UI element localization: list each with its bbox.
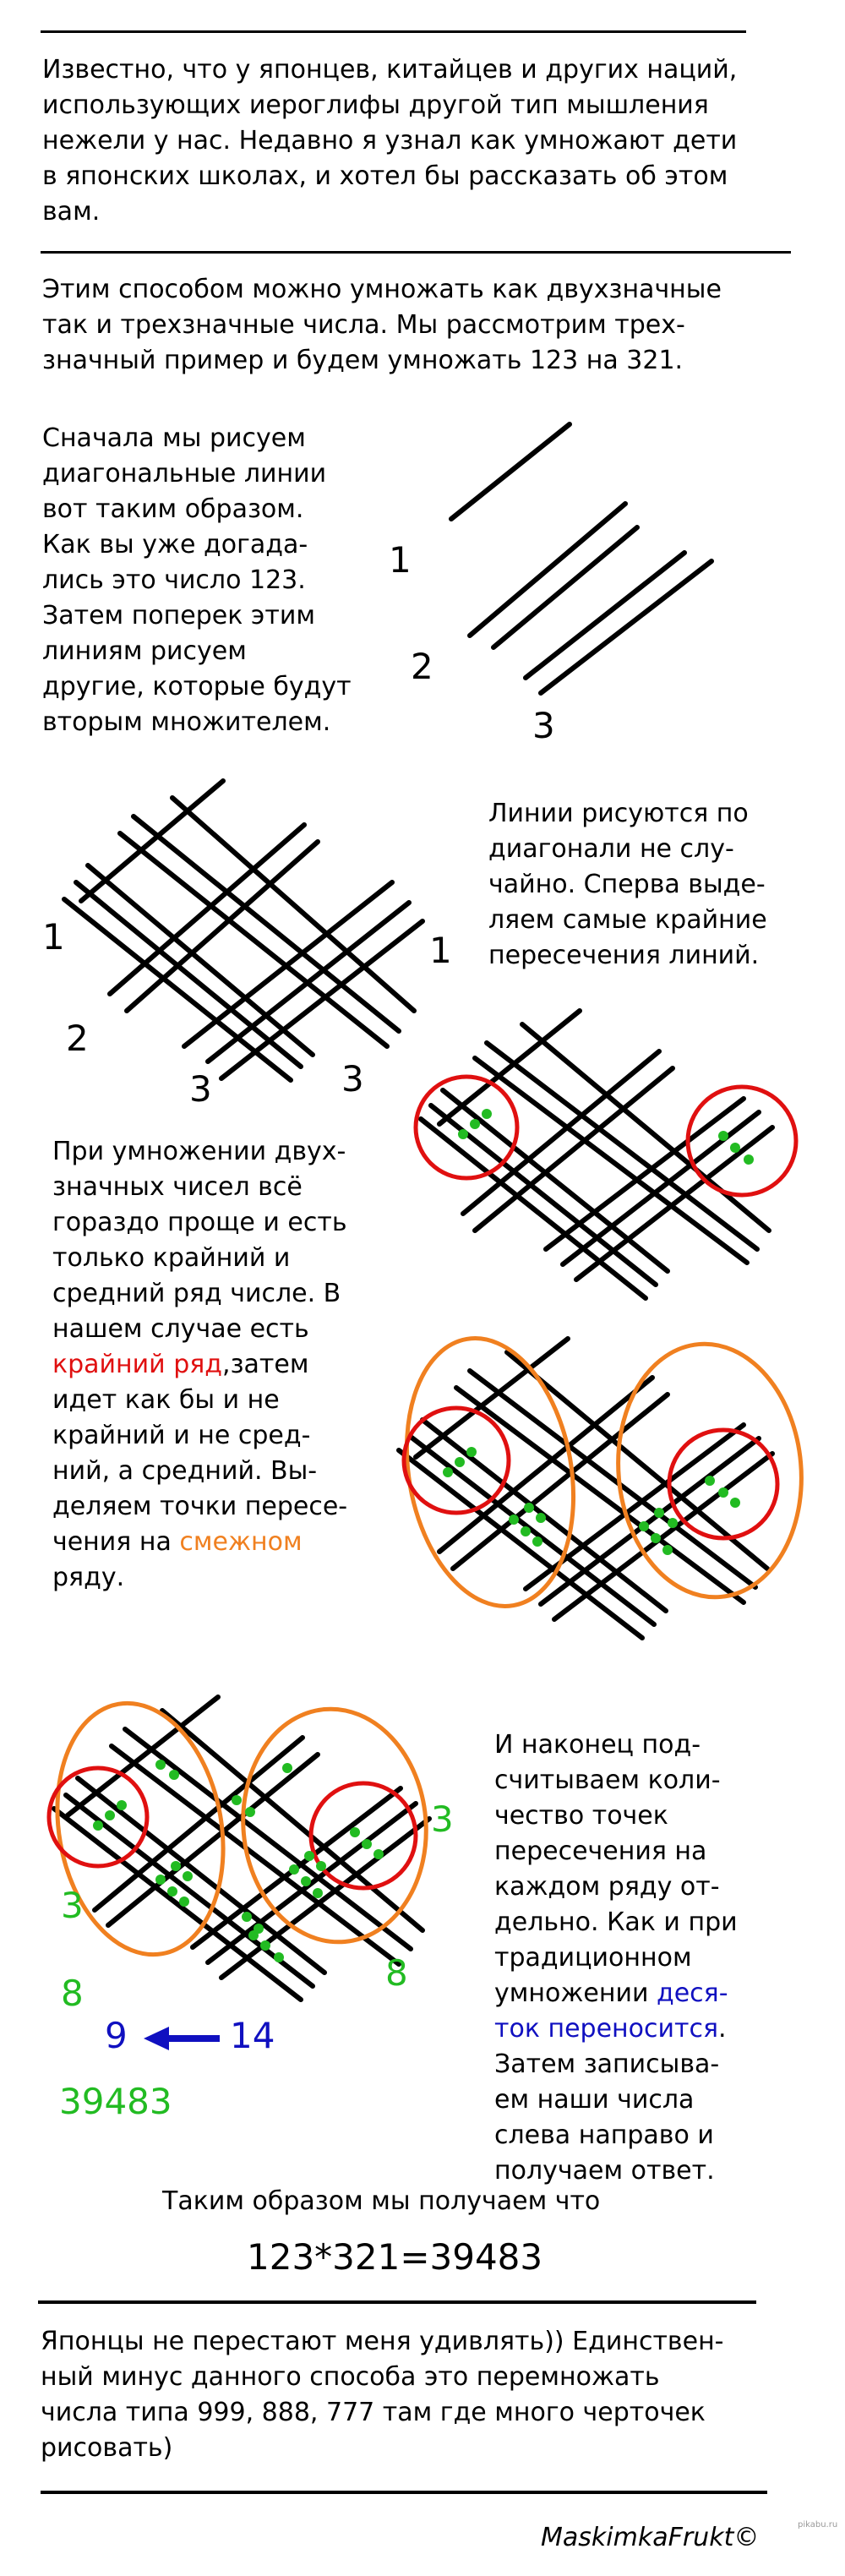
- intro-line: в японских школах, и хотел бы рассказать об этом: [42, 161, 728, 191]
- count-left: 3: [61, 1885, 84, 1926]
- count-nine: 9: [105, 2015, 128, 2056]
- outro-line: числа типа 999, 888, 777 там где много черточек: [41, 2398, 706, 2427]
- conclusion-text: Таким образом мы получаем что: [162, 2186, 601, 2216]
- step2-line: пересечения линий.: [488, 941, 760, 970]
- step4-line: И наконец под-: [494, 1730, 701, 1760]
- carry-arrow-icon: [144, 2027, 220, 2050]
- outro-line: рисовать): [41, 2433, 173, 2463]
- red-phrase: крайний ряд: [52, 1350, 223, 1379]
- step1-line: Сначала мы рисуем: [42, 423, 306, 453]
- figure2-label-left-1: 1: [42, 916, 65, 958]
- count-right: 3: [431, 1798, 454, 1840]
- step1-line: линиям рисуем: [42, 636, 247, 666]
- before-blue: умножении: [494, 1978, 657, 2008]
- step1-line: лись это число 123.: [42, 565, 306, 595]
- step4-line: получаем ответ.: [494, 2156, 715, 2186]
- step3-line: гораздо проще и есть: [52, 1208, 347, 1237]
- after-red: ,затем: [222, 1350, 309, 1379]
- step3-line: ряду.: [52, 1563, 125, 1592]
- step4-line: чество точек: [494, 1801, 668, 1831]
- figure5-grid: [54, 1697, 429, 2000]
- step4-line: традиционном: [494, 1943, 692, 1973]
- step4-line: слева направо и: [494, 2120, 714, 2150]
- count-bottom-left: 8: [61, 1973, 84, 2014]
- step1-line: Как вы уже догада-: [42, 530, 308, 559]
- intro-line: Известно, что у японцев, китайцев и других наций,: [42, 55, 738, 85]
- blue-phrase-1: деся-: [656, 1978, 728, 2008]
- figure4-grid: [399, 1339, 772, 1638]
- step2-line: ляем самые крайние: [488, 905, 767, 935]
- step2-line: чайно. Сперва выде-: [488, 870, 766, 899]
- step3-line: деляем точки пересе-: [52, 1492, 348, 1521]
- figure3-grid: [421, 1011, 772, 1298]
- figure1-label-1: 1: [389, 539, 412, 581]
- count-fourteen: 14: [230, 2015, 275, 2056]
- step2-line: диагонали не слу-: [488, 834, 734, 864]
- step4-line: считываем коли-: [494, 1766, 721, 1795]
- orange-phrase: смежном: [179, 1527, 303, 1557]
- watermark: pikabu.ru: [798, 2520, 838, 2530]
- figure2-label-right-3: 3: [341, 1058, 364, 1100]
- step3-line: нашем случае есть: [52, 1314, 309, 1344]
- blue-phrase-2: ток переносится: [494, 2014, 719, 2044]
- step3-line: средний ряд числе. В: [52, 1279, 341, 1308]
- outro-line: ный минус данного способа это перемножать: [41, 2362, 660, 2392]
- intro-line: использующих иероглифы другой тип мышления: [42, 90, 709, 120]
- step1-line: вот таким образом.: [42, 494, 304, 524]
- step4-line: каждом ряду от-: [494, 1872, 720, 1902]
- step4-line: пересечения на: [494, 1836, 707, 1866]
- step1-line: диагональные линии: [42, 459, 327, 488]
- figure2-grid: [64, 781, 422, 1080]
- result-number: 39483: [59, 2081, 172, 2122]
- figure2-label-right-1: 1: [429, 930, 452, 971]
- after-blue: .: [718, 2014, 727, 2044]
- step3-line: идет как бы и не: [52, 1385, 280, 1415]
- before-orange: чения на: [52, 1527, 180, 1557]
- method-line: Этим способом можно умножать как двухзначные: [42, 275, 722, 304]
- step4-line: дельно. Как и при: [494, 1907, 738, 1937]
- step1-line: вторым множителем.: [42, 707, 331, 737]
- figure2-label-left-2: 2: [66, 1018, 89, 1059]
- step2-line: Линии рисуются по: [488, 799, 749, 828]
- step4-line: Затем записыва-: [494, 2049, 720, 2079]
- figure1-label-3: 3: [532, 705, 555, 746]
- step1-line: Затем поперек этим: [42, 601, 315, 630]
- step3-line: только крайний и: [52, 1243, 291, 1273]
- equation-text: 123*321=39483: [247, 2236, 543, 2278]
- step3-line: ний, а средний. Вы-: [52, 1456, 318, 1486]
- figure1-lines: [451, 424, 711, 693]
- step3-line: При умножении двух-: [52, 1137, 346, 1166]
- step1-line: другие, которые будут: [42, 672, 352, 701]
- method-line: так и трехзначные числа. Мы рассмотрим трех-: [42, 310, 685, 340]
- step3-line: крайний и не сред-: [52, 1421, 311, 1450]
- count-bottom-right: 8: [385, 1952, 408, 1994]
- step3-line: значных чисел всё: [52, 1172, 303, 1202]
- method-line: значный пример и будем умножать 123 на 321.: [42, 346, 684, 375]
- intro-line: вам.: [42, 197, 101, 226]
- step4-line: ем наши числа: [494, 2085, 695, 2115]
- figure1-label-2: 2: [411, 646, 433, 687]
- figure2-label-left-3: 3: [189, 1068, 212, 1110]
- outro-line: Японцы не перестают меня удивлять)) Единствен-: [41, 2327, 724, 2356]
- intro-line: нежели у нас. Недавно я узнал как умножают дети: [42, 126, 738, 156]
- signature: MaskimkaFrukt©: [541, 2523, 760, 2552]
